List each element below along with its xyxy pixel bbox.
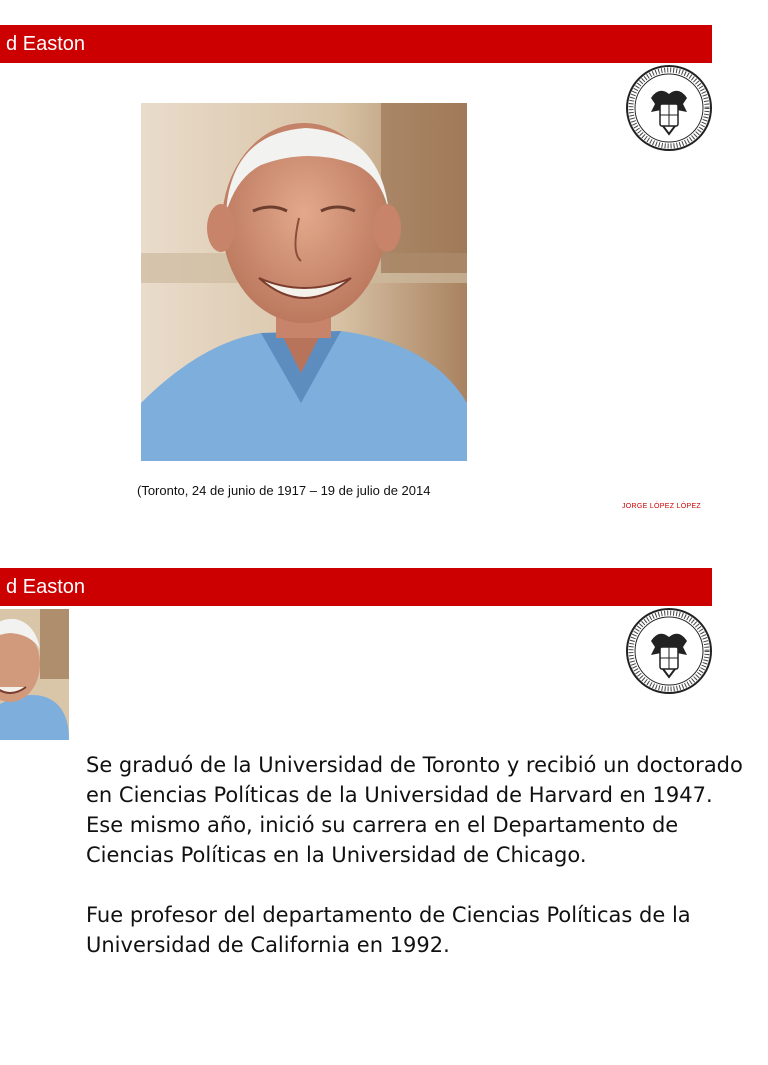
body-paragraph: Se graduó de la Universidad de Toronto y recibió un doctorado en Ciencias Políticas de la Universidad de Harvard en 1947. Ese mismo año, inició su carrera en el Departamento de Ciencias Políticas en la Universidad de Chicago. (86, 753, 743, 867)
portrait-photo (141, 103, 467, 461)
slide-title: d Easton (6, 576, 85, 598)
university-seal (625, 64, 713, 152)
slide-title: d Easton (6, 33, 85, 55)
portrait-thumbnail (0, 609, 69, 740)
slide-title-bar (0, 25, 712, 63)
slide-1 (0, 0, 768, 520)
slide-title-bar (0, 568, 712, 606)
university-seal (625, 607, 713, 695)
slide-2 (0, 545, 768, 1065)
photo-caption: (Toronto, 24 de junio de 1917 – 19 de julio de 2014 (137, 483, 431, 498)
author-name: JORGE LÓPEZ LÓPEZ (622, 503, 702, 510)
body-paragraph: Fue profesor del departamento de Ciencias Políticas de la Universidad de California en 1992. (86, 903, 691, 957)
slide-body (86, 750, 746, 990)
